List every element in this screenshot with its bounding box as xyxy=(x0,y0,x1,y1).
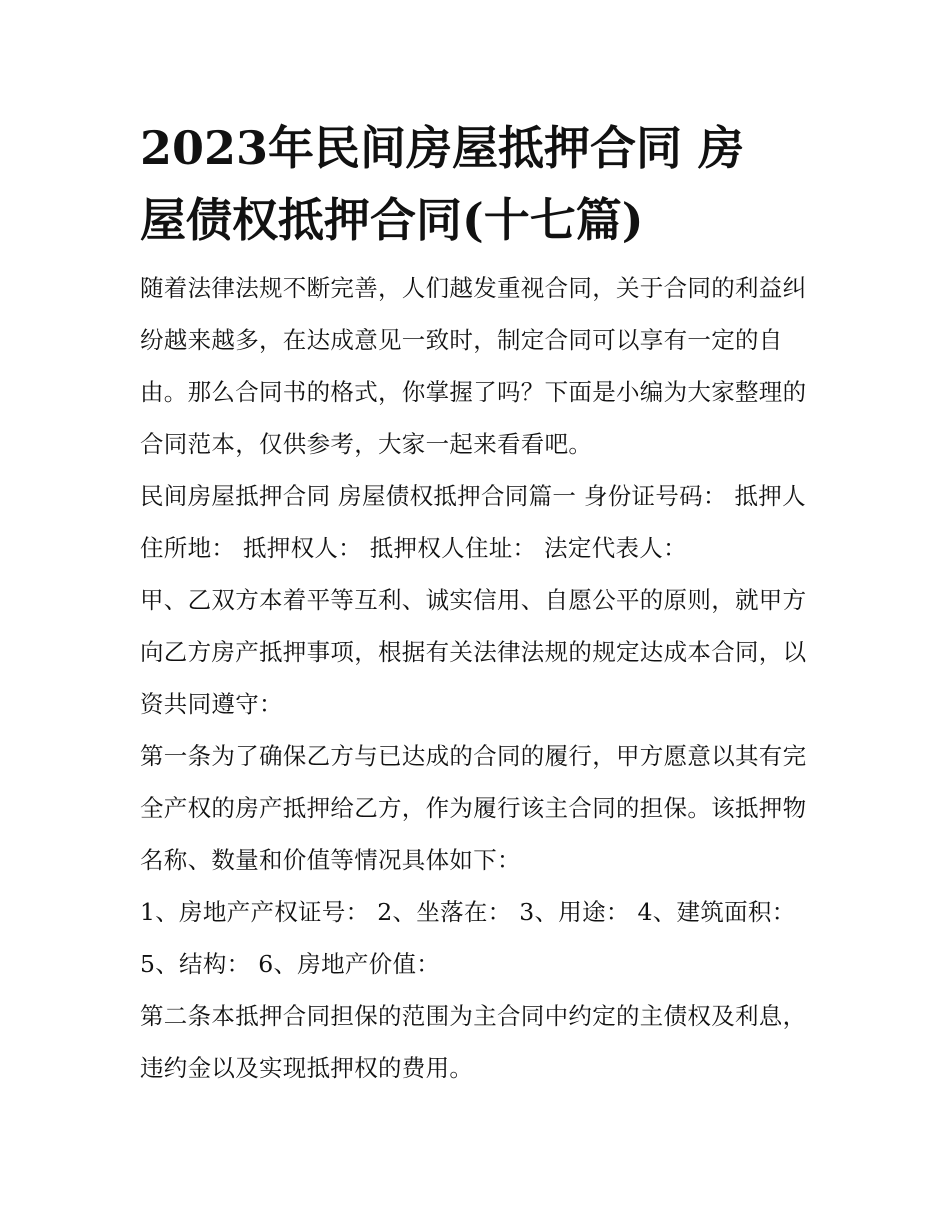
paragraph-principles: 甲、乙双方本着平等互利、诚实信用、自愿公平的原则，就甲方向乙方房产抵押事项，根据有关法律法规的规定达成本合同，以资共同遵守： xyxy=(140,586,807,718)
document-title: 2023年民间房屋抵押合同 房屋债权抵押合同(十七篇) xyxy=(140,121,745,247)
paragraph-article-1: 第一条为了确保乙方与已达成的合同的履行，甲方愿意以其有完全产权的房产抵押给乙方，作为履行该主合同的担保。该抵押物名称、数量和价值等情况具体如下： xyxy=(140,742,807,874)
paragraph-property-details: 1、房地产产权证号： 2、坐落在： 3、用途： 4、建筑面积： 5、结构： 6、房地产价值： xyxy=(140,898,796,978)
paragraph-article-2: 第二条本抵押合同担保的范围为主合同中约定的主债权及利息，违约金以及实现抵押权的费用。 xyxy=(140,1002,807,1082)
paragraph-intro: 随着法律法规不断完善，人们越发重视合同，关于合同的利益纠纷越来越多，在达成意见一致时，制定合同可以享有一定的自由。那么合同书的格式，你掌握了吗？下面是小编为大家整理的合同范本，仅供参考，大家一起来看看吧。 xyxy=(140,274,807,458)
paragraph-party-info: 民间房屋抵押合同 房屋债权抵押合同篇一 身份证号码： 抵押人住所地： 抵押权人： 抵押权人住址： 法定代表人： xyxy=(140,482,806,562)
document-body xyxy=(140,112,820,1094)
